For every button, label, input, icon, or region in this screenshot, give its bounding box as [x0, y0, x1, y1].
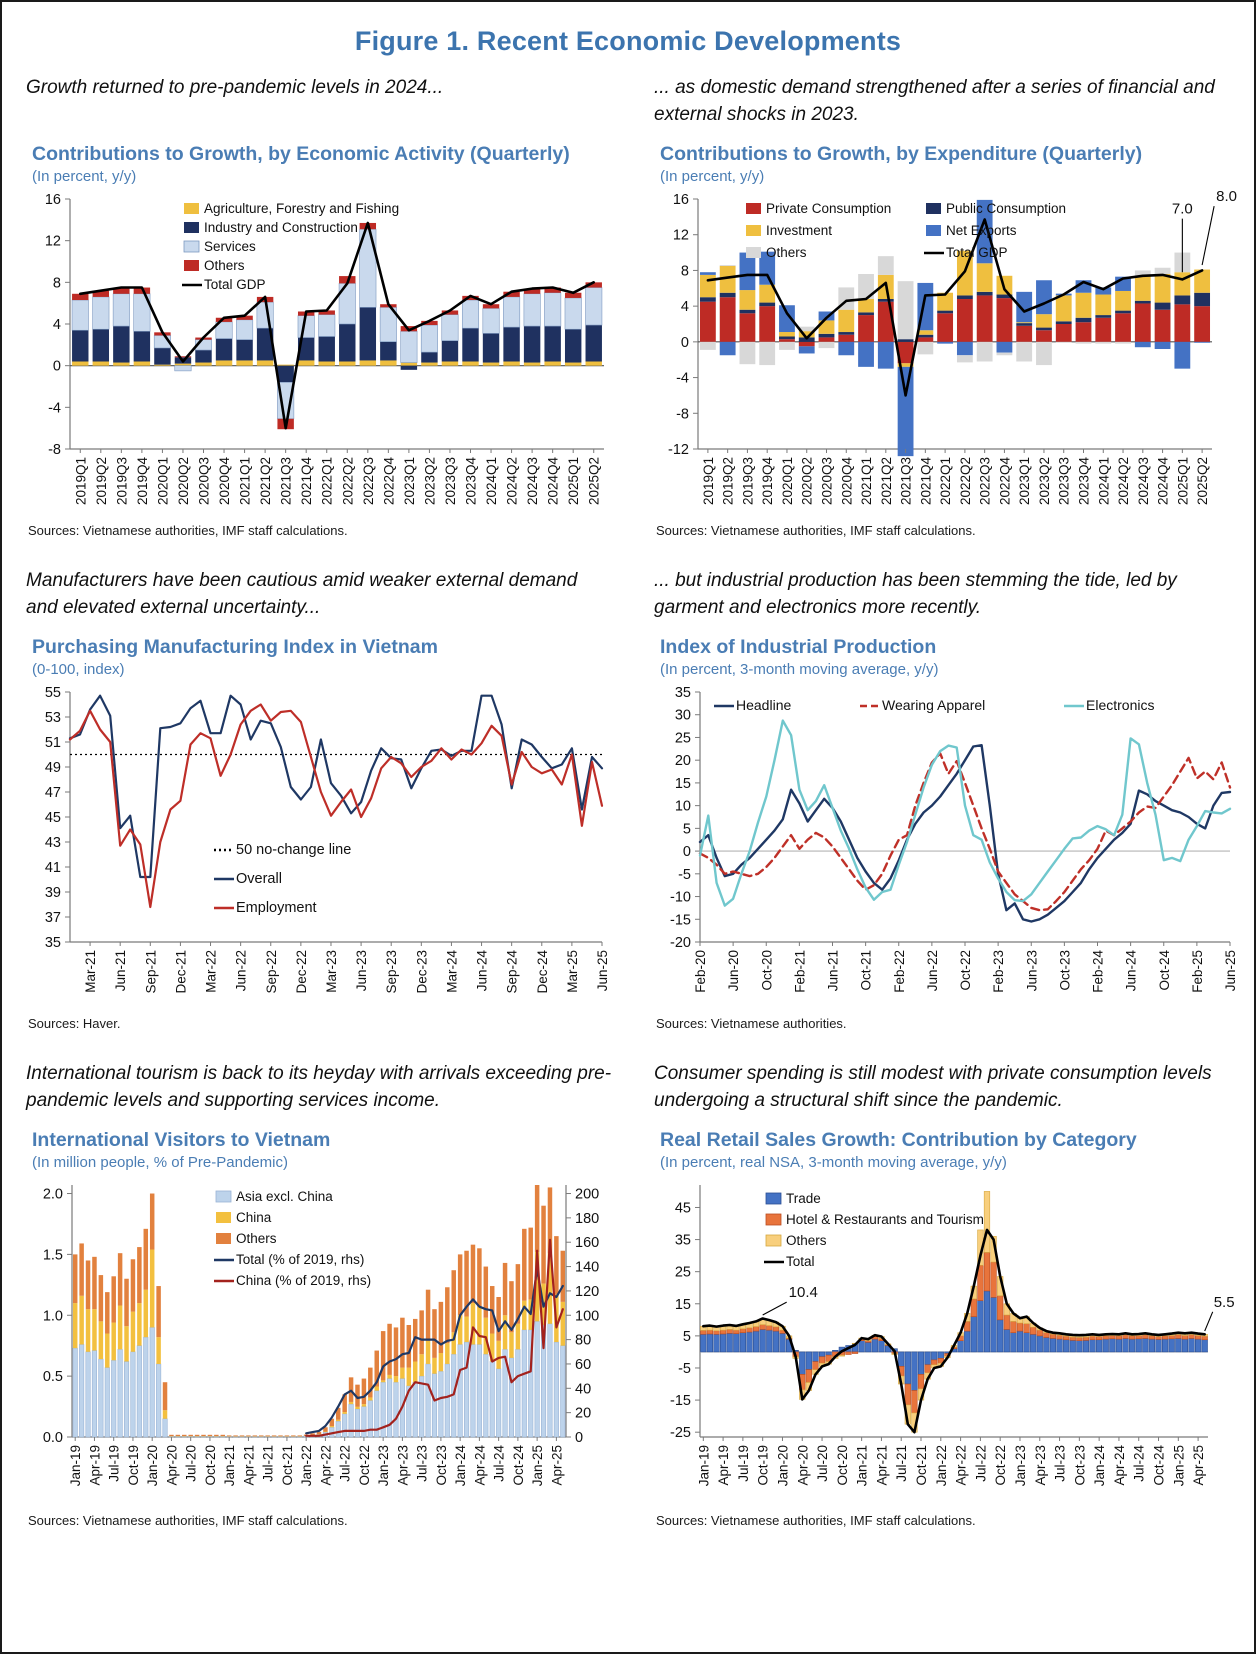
svg-text:2021Q4: 2021Q4: [299, 457, 315, 506]
svg-text:Jan-25: Jan-25: [530, 1445, 546, 1487]
svg-text:Jan-21: Jan-21: [854, 1445, 870, 1487]
svg-text:2023Q1: 2023Q1: [1017, 457, 1033, 506]
svg-text:Total GDP: Total GDP: [204, 277, 266, 292]
svg-text:Jan-20: Jan-20: [145, 1445, 161, 1487]
svg-text:China: China: [236, 1210, 272, 1225]
svg-text:Overall: Overall: [236, 871, 282, 887]
svg-text:35: 35: [674, 1232, 691, 1249]
svg-text:0: 0: [575, 1430, 584, 1446]
expenditure-chart: [654, 189, 1242, 521]
iip-chart: [654, 682, 1242, 1014]
svg-text:Apr-19: Apr-19: [716, 1445, 732, 1486]
narrative-expenditure: ... as domestic demand strengthened after a series of financial and external shocks in 2023.: [654, 77, 1215, 125]
svg-text:-10: -10: [670, 889, 691, 906]
svg-text:Oct-24: Oct-24: [1156, 950, 1172, 991]
svg-text:Jan-21: Jan-21: [222, 1445, 238, 1487]
svg-text:Net Exports: Net Exports: [946, 223, 1017, 238]
svg-text:Oct-21: Oct-21: [914, 1445, 930, 1486]
svg-text:2023Q4: 2023Q4: [1076, 457, 1092, 506]
svg-text:Feb-23: Feb-23: [991, 950, 1007, 993]
svg-text:Jul-21: Jul-21: [260, 1445, 276, 1482]
svg-text:160: 160: [575, 1235, 600, 1252]
svg-text:2020Q3: 2020Q3: [196, 457, 212, 506]
svg-text:Jun-21: Jun-21: [113, 950, 129, 992]
svg-text:2019Q3: 2019Q3: [114, 457, 130, 506]
svg-text:8.0: 8.0: [1216, 189, 1237, 206]
source-pmi: Sources: Haver.: [28, 1016, 121, 1031]
svg-text:4: 4: [680, 299, 689, 316]
svg-text:16: 16: [672, 192, 689, 208]
svg-text:2023Q2: 2023Q2: [422, 457, 438, 506]
svg-text:8: 8: [52, 275, 61, 292]
panel-grid: [26, 75, 1238, 1558]
svg-text:Jul-22: Jul-22: [973, 1445, 989, 1482]
svg-text:12: 12: [672, 227, 689, 244]
svg-text:8: 8: [680, 263, 689, 280]
svg-text:Apr-25: Apr-25: [549, 1445, 565, 1486]
svg-text:Sep-21: Sep-21: [143, 950, 159, 994]
svg-text:Oct-21: Oct-21: [279, 1445, 295, 1486]
svg-text:2023Q3: 2023Q3: [442, 457, 458, 506]
svg-text:Oct-19: Oct-19: [755, 1445, 771, 1486]
svg-text:2022Q4: 2022Q4: [997, 457, 1013, 506]
svg-text:10.4: 10.4: [788, 1284, 818, 1302]
svg-text:39: 39: [44, 885, 61, 901]
narrative-visitors: International tourism is back to its heyday with arrivals exceeding pre-pandemic levels and supporting services income.: [26, 1063, 612, 1111]
narrative-iip: ... but industrial production has been stemming the tide, led by garment and electronics more recently.: [654, 570, 1177, 618]
svg-text:2022Q2: 2022Q2: [957, 457, 973, 506]
svg-text:Total GDP: Total GDP: [946, 245, 1008, 260]
svg-text:0: 0: [682, 844, 691, 861]
svg-text:-5: -5: [678, 1360, 691, 1377]
svg-text:53: 53: [44, 710, 61, 726]
svg-text:Feb-20: Feb-20: [693, 950, 708, 993]
svg-text:2020Q2: 2020Q2: [175, 457, 191, 506]
svg-text:-15: -15: [670, 912, 691, 929]
svg-text:120: 120: [575, 1283, 600, 1300]
chart-title-iip: Index of Industrial Production: [660, 636, 937, 658]
svg-text:51: 51: [44, 735, 61, 751]
svg-text:4: 4: [52, 317, 61, 333]
svg-text:2022Q2: 2022Q2: [340, 457, 356, 506]
svg-text:Hotel & Restaurants and Touris: Hotel & Restaurants and Tourism: [786, 1212, 984, 1227]
svg-text:Apr-23: Apr-23: [395, 1445, 411, 1486]
svg-text:Apr-20: Apr-20: [795, 1445, 811, 1486]
svg-text:Jun-21: Jun-21: [825, 950, 841, 992]
svg-text:-5: -5: [678, 866, 691, 883]
svg-text:5.5: 5.5: [1213, 1293, 1235, 1311]
svg-text:Dec-22: Dec-22: [293, 950, 309, 994]
svg-text:40: 40: [575, 1381, 592, 1398]
svg-text:2019Q1: 2019Q1: [700, 457, 716, 506]
svg-text:Dec-23: Dec-23: [414, 950, 430, 994]
narrative-activity: Growth returned to pre-pandemic levels in 2024...: [26, 77, 444, 98]
svg-text:-15: -15: [670, 1393, 691, 1410]
svg-text:Oct-24: Oct-24: [510, 1445, 526, 1486]
chart-title-pmi: Purchasing Manufacturing Index in Vietnam: [32, 636, 438, 658]
svg-text:Others: Others: [236, 1231, 277, 1246]
chart-subtitle-retail: (In percent, real NSA, 3-month moving average, y/y): [660, 1154, 1007, 1171]
svg-text:Oct-22: Oct-22: [993, 1445, 1009, 1486]
svg-text:2.0: 2.0: [42, 1186, 63, 1203]
svg-text:25: 25: [674, 1264, 691, 1281]
svg-text:45: 45: [44, 810, 61, 826]
svg-text:2023Q3: 2023Q3: [1056, 457, 1072, 506]
svg-text:Private Consumption: Private Consumption: [766, 201, 892, 216]
svg-text:41: 41: [44, 860, 61, 876]
svg-text:Jul-23: Jul-23: [1052, 1445, 1068, 1482]
svg-text:2023Q2: 2023Q2: [1036, 457, 1052, 506]
svg-text:Asia excl. China: Asia excl. China: [236, 1189, 333, 1204]
svg-text:2025Q1: 2025Q1: [1175, 457, 1191, 506]
panel-visitors: [26, 1061, 614, 1528]
svg-text:Feb-21: Feb-21: [792, 950, 808, 993]
svg-text:Oct-23: Oct-23: [433, 1445, 449, 1486]
svg-text:Jul-21: Jul-21: [894, 1445, 910, 1482]
svg-text:Oct-21: Oct-21: [858, 950, 874, 991]
svg-text:Jun-22: Jun-22: [924, 950, 940, 992]
svg-text:Jul-20: Jul-20: [815, 1445, 831, 1482]
svg-text:30: 30: [674, 707, 691, 724]
chart-title-activity: Contributions to Growth, by Economic Activity (Quarterly): [32, 143, 570, 165]
svg-text:Jan-22: Jan-22: [299, 1445, 315, 1487]
svg-text:47: 47: [44, 785, 61, 801]
svg-text:Sep-24: Sep-24: [504, 950, 520, 994]
svg-text:55: 55: [44, 685, 61, 701]
panel-retail: [654, 1061, 1242, 1528]
svg-text:Jan-24: Jan-24: [453, 1445, 469, 1487]
svg-text:0: 0: [52, 358, 61, 375]
svg-text:Wearing Apparel: Wearing Apparel: [882, 697, 986, 713]
svg-text:Apr-24: Apr-24: [1111, 1445, 1127, 1486]
svg-text:Oct-22: Oct-22: [356, 1445, 372, 1486]
svg-text:Jan-23: Jan-23: [1012, 1445, 1028, 1487]
svg-text:Jan-24: Jan-24: [1092, 1445, 1108, 1487]
svg-text:45: 45: [674, 1200, 691, 1217]
svg-text:2021Q4: 2021Q4: [918, 457, 934, 506]
svg-text:2024Q3: 2024Q3: [1135, 457, 1151, 506]
svg-text:140: 140: [575, 1259, 600, 1276]
svg-text:2024Q2: 2024Q2: [504, 456, 520, 506]
svg-text:Oct-20: Oct-20: [834, 1445, 850, 1486]
chart-title-visitors: International Visitors to Vietnam: [32, 1129, 331, 1151]
svg-text:25: 25: [674, 730, 691, 747]
svg-text:Trade: Trade: [786, 1191, 821, 1206]
chart-subtitle-iip: (In percent, 3-month moving average, y/y): [660, 661, 939, 678]
svg-text:Jan-19: Jan-19: [696, 1445, 712, 1487]
svg-text:2020Q2: 2020Q2: [799, 457, 815, 506]
svg-text:50 no-change line: 50 no-change line: [236, 842, 352, 858]
svg-text:0.5: 0.5: [42, 1369, 63, 1386]
svg-text:Sep-23: Sep-23: [384, 950, 400, 994]
svg-text:12: 12: [44, 233, 61, 250]
chart-title-expenditure: Contributions to Growth, by Expenditure (Quarterly): [660, 143, 1143, 165]
svg-text:Jun-22: Jun-22: [233, 950, 249, 992]
source-iip: Sources: Vietnamese authorities.: [656, 1016, 847, 1031]
narrative-retail: Consumer spending is still modest with private consumption levels undergoing a structural shift since the pandemic.: [654, 1063, 1212, 1111]
svg-text:100: 100: [575, 1308, 600, 1325]
svg-text:7.0: 7.0: [1171, 200, 1193, 218]
svg-text:Apr-25: Apr-25: [1191, 1445, 1207, 1486]
svg-text:-8: -8: [48, 442, 61, 458]
svg-text:Oct-23: Oct-23: [1057, 950, 1073, 991]
svg-text:15: 15: [674, 1296, 691, 1313]
svg-text:-20: -20: [670, 935, 691, 951]
svg-text:80: 80: [575, 1332, 592, 1349]
svg-text:Apr-23: Apr-23: [1032, 1445, 1048, 1486]
svg-text:Jun-25: Jun-25: [1223, 950, 1238, 992]
svg-text:2024Q1: 2024Q1: [484, 457, 500, 506]
svg-text:Apr-19: Apr-19: [87, 1445, 103, 1486]
svg-text:5: 5: [682, 1328, 691, 1345]
svg-text:2024Q3: 2024Q3: [525, 456, 541, 506]
svg-text:Industry and Construction: Industry and Construction: [204, 220, 358, 235]
svg-text:60: 60: [575, 1356, 592, 1373]
svg-text:Jul-19: Jul-19: [735, 1445, 751, 1482]
svg-text:Electronics: Electronics: [1086, 697, 1155, 713]
figure-title: Figure 1. Recent Economic Developments: [354, 26, 902, 56]
svg-text:2024Q4: 2024Q4: [1155, 457, 1171, 506]
svg-text:Jul-19: Jul-19: [106, 1445, 122, 1482]
svg-text:Dec-24: Dec-24: [534, 950, 550, 994]
svg-text:1.5: 1.5: [42, 1247, 63, 1264]
svg-text:2021Q1: 2021Q1: [237, 457, 253, 506]
svg-text:0: 0: [680, 334, 689, 351]
svg-text:2024Q2: 2024Q2: [1116, 457, 1132, 506]
svg-text:2025Q1: 2025Q1: [566, 457, 582, 506]
svg-text:Others: Others: [786, 1233, 827, 1248]
svg-text:Employment: Employment: [236, 900, 317, 916]
svg-text:Jun-25: Jun-25: [595, 950, 610, 992]
svg-text:Apr-21: Apr-21: [874, 1445, 890, 1486]
svg-text:Investment: Investment: [766, 223, 833, 238]
svg-text:Agriculture, Forestry and Fish: Agriculture, Forestry and Fishing: [204, 201, 400, 216]
svg-text:2021Q2: 2021Q2: [878, 457, 894, 506]
svg-text:180: 180: [575, 1210, 600, 1227]
svg-text:Jun-24: Jun-24: [474, 950, 490, 992]
svg-text:5: 5: [682, 821, 691, 838]
svg-text:Mar-23: Mar-23: [323, 950, 339, 993]
narrative-pmi: Manufacturers have been cautious amid weaker external demand and elevated external uncertainty...: [26, 570, 578, 618]
svg-text:2019Q1: 2019Q1: [73, 457, 89, 506]
svg-text:2020Q4: 2020Q4: [217, 457, 233, 506]
svg-text:0.0: 0.0: [42, 1430, 63, 1446]
svg-text:Apr-21: Apr-21: [241, 1445, 257, 1486]
svg-text:Apr-22: Apr-22: [953, 1445, 969, 1486]
svg-text:-8: -8: [676, 406, 689, 423]
svg-text:2022Q4: 2022Q4: [381, 457, 397, 506]
source-retail: Sources: Vietnamese authorities, IMF staff calculations.: [656, 1513, 976, 1528]
svg-text:2020Q3: 2020Q3: [819, 457, 835, 506]
svg-text:Oct-20: Oct-20: [202, 1445, 218, 1486]
svg-text:2019Q4: 2019Q4: [134, 457, 150, 506]
svg-text:2025Q2: 2025Q2: [586, 457, 602, 506]
svg-text:200: 200: [575, 1186, 600, 1203]
chart-subtitle-visitors: (In million people, % of Pre-Pandemic): [32, 1154, 288, 1171]
svg-text:Jul-20: Jul-20: [183, 1445, 199, 1482]
chart-subtitle-pmi: (0-100, index): [32, 661, 125, 678]
activity-chart: [26, 189, 614, 521]
svg-text:35: 35: [44, 935, 61, 951]
svg-text:Mar-25: Mar-25: [564, 950, 580, 993]
svg-text:Jun-20: Jun-20: [726, 950, 742, 992]
svg-text:Jan-19: Jan-19: [68, 1445, 84, 1487]
pmi-chart: [26, 682, 614, 1014]
svg-text:2021Q3: 2021Q3: [278, 457, 294, 506]
svg-text:2022Q1: 2022Q1: [938, 457, 954, 506]
svg-text:Oct-20: Oct-20: [759, 950, 775, 991]
svg-text:Total (% of 2019, rhs): Total (% of 2019, rhs): [236, 1252, 365, 1267]
svg-text:2021Q2: 2021Q2: [258, 457, 274, 506]
svg-text:Feb-25: Feb-25: [1189, 950, 1205, 993]
svg-text:Oct-23: Oct-23: [1072, 1445, 1088, 1486]
svg-text:Jan-20: Jan-20: [775, 1445, 791, 1487]
svg-text:Jun-24: Jun-24: [1123, 950, 1139, 992]
svg-text:Jul-24: Jul-24: [491, 1445, 507, 1482]
svg-text:2023Q1: 2023Q1: [401, 457, 417, 506]
svg-text:Services: Services: [204, 239, 256, 254]
svg-text:Jan-22: Jan-22: [933, 1445, 949, 1487]
svg-text:Jul-23: Jul-23: [414, 1445, 430, 1482]
svg-text:Jan-25: Jan-25: [1171, 1445, 1187, 1487]
panel-activity: [26, 75, 614, 538]
svg-text:2023Q4: 2023Q4: [463, 457, 479, 506]
svg-text:Apr-24: Apr-24: [472, 1445, 488, 1486]
svg-text:Jul-22: Jul-22: [337, 1445, 353, 1482]
svg-text:2021Q1: 2021Q1: [859, 457, 875, 506]
svg-text:Others: Others: [204, 258, 245, 273]
svg-text:2025Q2: 2025Q2: [1195, 457, 1211, 506]
svg-text:Feb-22: Feb-22: [891, 950, 907, 993]
svg-text:Jun-23: Jun-23: [354, 950, 370, 992]
svg-text:Jul-24: Jul-24: [1131, 1445, 1147, 1482]
svg-text:1.0: 1.0: [42, 1308, 63, 1325]
svg-text:Others: Others: [766, 245, 807, 260]
svg-text:Feb-24: Feb-24: [1090, 950, 1106, 993]
svg-text:2022Q3: 2022Q3: [360, 457, 376, 506]
svg-text:Apr-22: Apr-22: [318, 1445, 334, 1486]
svg-text:2020Q1: 2020Q1: [155, 457, 171, 506]
svg-text:2019Q2: 2019Q2: [720, 457, 736, 506]
svg-text:Dec-21: Dec-21: [173, 950, 189, 994]
source-expenditure: Sources: Vietnamese authorities, IMF staff calculations.: [656, 523, 976, 538]
svg-text:20: 20: [674, 753, 691, 770]
svg-text:-4: -4: [676, 370, 689, 387]
svg-text:49: 49: [44, 760, 61, 776]
svg-text:2020Q4: 2020Q4: [839, 457, 855, 506]
visitors-chart: [26, 1175, 614, 1511]
svg-text:-4: -4: [48, 400, 61, 417]
svg-text:Mar-21: Mar-21: [83, 950, 99, 993]
svg-text:2022Q3: 2022Q3: [977, 457, 993, 506]
svg-text:-12: -12: [668, 442, 689, 458]
svg-text:2020Q1: 2020Q1: [779, 457, 795, 506]
svg-text:20: 20: [575, 1405, 592, 1422]
panel-iip: [654, 568, 1242, 1031]
source-activity: Sources: Vietnamese authorities, IMF staff calculations.: [28, 523, 348, 538]
source-visitors: Sources: Vietnamese authorities, IMF staff calculations.: [28, 1513, 348, 1528]
svg-text:Mar-24: Mar-24: [444, 950, 460, 993]
svg-text:37: 37: [44, 910, 61, 926]
svg-text:2022Q1: 2022Q1: [319, 457, 335, 506]
svg-text:16: 16: [44, 192, 61, 208]
chart-subtitle-expenditure: (In percent, y/y): [660, 168, 765, 185]
svg-text:Total: Total: [786, 1254, 815, 1269]
svg-text:Jun-23: Jun-23: [1024, 950, 1040, 992]
svg-text:Headline: Headline: [736, 697, 792, 713]
svg-text:2024Q4: 2024Q4: [545, 457, 561, 506]
svg-text:Jan-23: Jan-23: [376, 1445, 392, 1487]
svg-text:2019Q4: 2019Q4: [760, 457, 776, 506]
chart-title-retail: Real Retail Sales Growth: Contribution by Category: [660, 1129, 1137, 1151]
svg-text:Apr-20: Apr-20: [164, 1445, 180, 1486]
chart-subtitle-activity: (In percent, y/y): [32, 168, 137, 185]
svg-text:Oct-22: Oct-22: [958, 950, 973, 991]
svg-text:10: 10: [674, 798, 691, 815]
svg-text:15: 15: [674, 775, 691, 792]
retail-chart: [654, 1175, 1242, 1511]
svg-text:2024Q1: 2024Q1: [1096, 457, 1112, 506]
svg-text:Oct-19: Oct-19: [125, 1445, 141, 1486]
svg-text:43: 43: [44, 835, 61, 851]
svg-text:Sep-22: Sep-22: [263, 950, 279, 994]
svg-text:Public Consumption: Public Consumption: [946, 201, 1067, 216]
panel-expenditure: [654, 75, 1242, 538]
svg-text:China (% of 2019, rhs): China (% of 2019, rhs): [236, 1273, 372, 1288]
svg-text:Oct-24: Oct-24: [1151, 1445, 1167, 1486]
svg-text:2019Q2: 2019Q2: [93, 457, 109, 506]
svg-text:Mar-22: Mar-22: [203, 950, 219, 993]
svg-text:2019Q3: 2019Q3: [740, 457, 756, 506]
svg-text:-25: -25: [670, 1425, 691, 1442]
panel-pmi: [26, 568, 614, 1031]
svg-text:35: 35: [674, 685, 691, 701]
svg-text:2021Q3: 2021Q3: [898, 457, 914, 506]
